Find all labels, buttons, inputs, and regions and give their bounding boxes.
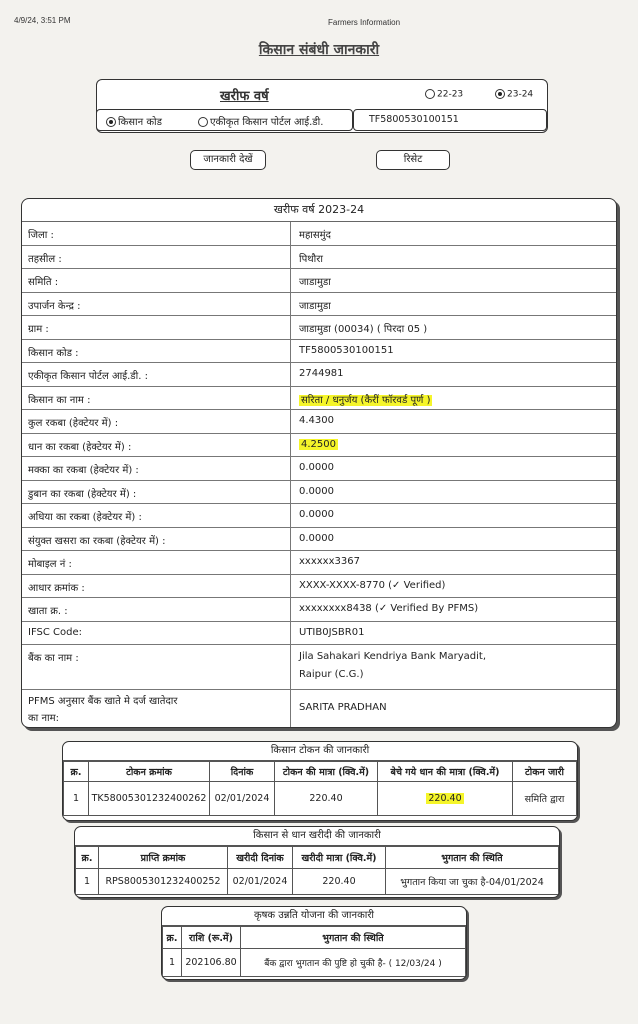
- cell: 220.40: [275, 782, 378, 816]
- detail-value: TF5800530100151: [299, 344, 394, 356]
- detail-label: खाता क्र. :: [28, 606, 68, 617]
- detail-label: ग्राम :: [28, 324, 49, 335]
- column-divider: [290, 316, 291, 339]
- cell: बैंक द्वारा भुगतान की पुष्टि हो चुकी है- ( 12/03/24 ): [241, 949, 466, 977]
- column-divider: [290, 598, 291, 621]
- radio-icon[interactable]: [425, 89, 435, 99]
- col-header: भुगतान की स्थिति: [386, 847, 559, 869]
- table-row: [64, 782, 577, 816]
- reset-button[interactable]: रिसेट: [376, 150, 450, 170]
- detail-value: SARITA PRADHAN: [299, 702, 387, 713]
- purchase-info-table: [74, 826, 560, 898]
- detail-label: संयुक्त खसरा का रकबा (हेक्टेयर में) :: [28, 535, 166, 547]
- detail-value: XXXX-XXXX-8770 (✓ Verified): [299, 579, 446, 591]
- detail-row: [22, 363, 616, 387]
- detail-label: मोबाइल नं :: [28, 559, 72, 570]
- detail-row: [22, 690, 616, 728]
- detail-label: उपार्जन केन्द्र :: [28, 300, 81, 312]
- detail-value: पिथौरा: [299, 253, 323, 265]
- cell: 02/01/2024: [210, 782, 275, 816]
- detail-row: [22, 645, 616, 690]
- column-divider: [290, 575, 291, 598]
- column-divider: [290, 690, 291, 728]
- token-info-title: किसान टोकन की जानकारी: [63, 742, 577, 761]
- detail-row: [22, 575, 616, 599]
- detail-value: 2744981: [299, 368, 344, 379]
- detail-value: xxxxxxxx8438 (✓ Verified By PFMS): [299, 603, 479, 614]
- col-header: क्र.: [163, 927, 182, 949]
- column-divider: [290, 481, 291, 504]
- detail-label: मक्का का रकबा (हेक्टेयर में) :: [28, 465, 139, 476]
- detail-value: UTIB0JSBR01: [299, 626, 365, 638]
- detail-value: जाडामुडा (00034) ( पिरदा 05 ): [299, 324, 428, 335]
- col-header: बेचे गये धान की मात्रा (क्वि.में): [378, 762, 513, 782]
- year-option-23-24[interactable]: 23-24: [495, 89, 533, 100]
- column-divider: [290, 551, 291, 574]
- cell: 1: [76, 869, 99, 895]
- detail-row: [22, 598, 616, 622]
- col-header: टोकन की मात्रा (क्वि.में): [275, 762, 378, 782]
- cell: 02/01/2024: [228, 869, 293, 895]
- detail-label: आधार क्रमांक :: [28, 582, 85, 594]
- detail-label: डुबान का रकबा (हेक्टेयर में) :: [28, 488, 137, 500]
- col-header: खरीदी दिनांक: [228, 847, 293, 869]
- detail-row: [22, 481, 616, 505]
- column-divider: [290, 410, 291, 433]
- scheme-info-table: [161, 906, 467, 980]
- column-divider: [290, 434, 291, 457]
- detail-row: [22, 622, 616, 646]
- season-label: खरीफ वर्ष: [220, 89, 269, 104]
- detail-row: [22, 269, 616, 293]
- detail-label: IFSC Code:: [28, 626, 83, 638]
- table-row: [76, 869, 559, 895]
- col-header: टोकन जारी: [513, 762, 577, 782]
- cell: 1: [64, 782, 89, 816]
- column-divider: [290, 340, 291, 363]
- cell: TK58005301232400262: [89, 782, 210, 816]
- col-header: क्र.: [64, 762, 89, 782]
- col-header: राशि (रू.में): [182, 927, 241, 949]
- page-title: किसान संबंधी जानकारी: [258, 42, 380, 58]
- detail-label: किसान का नाम :: [28, 394, 91, 406]
- detail-label: PFMS अनुसार बैंक खाते मे दर्ज खातेदार का नाम:: [28, 696, 178, 724]
- table-row: [163, 949, 466, 977]
- col-header: दिनांक: [210, 762, 275, 782]
- print-datetime: 4/9/24, 3:51 PM: [14, 16, 71, 25]
- cell: 1: [163, 949, 182, 977]
- view-info-button[interactable]: जानकारी देखें: [190, 150, 266, 170]
- id-option-farmer-code[interactable]: किसान कोड: [106, 114, 162, 128]
- detail-row: [22, 387, 616, 411]
- detail-row: [22, 504, 616, 528]
- detail-row: [22, 410, 616, 434]
- details-table: [21, 198, 617, 728]
- detail-label: अधिया का रकबा (हेक्टेयर में) :: [28, 512, 142, 523]
- detail-value: xxxxxx3367: [299, 556, 360, 567]
- cell: 220.40: [378, 782, 513, 816]
- col-header: प्राप्ति क्रमांक: [99, 847, 228, 869]
- detail-row: [22, 434, 616, 458]
- details-title: खरीफ वर्ष 2023-24: [22, 199, 616, 222]
- column-divider: [290, 363, 291, 386]
- detail-row: [22, 316, 616, 340]
- detail-value: 0.0000: [299, 485, 334, 497]
- column-divider: [290, 387, 291, 410]
- detail-row: [22, 246, 616, 270]
- detail-value: महासमुंद: [299, 230, 331, 241]
- column-divider: [290, 222, 291, 245]
- column-divider: [290, 622, 291, 645]
- id-value-text: TF5800530100151: [369, 114, 459, 125]
- column-divider: [290, 504, 291, 527]
- detail-label: जिला :: [28, 230, 54, 241]
- detail-row: [22, 528, 616, 552]
- column-divider: [290, 528, 291, 551]
- column-divider: [290, 269, 291, 292]
- detail-value: सरिता / धनुर्जय (कैरीं फॉरवर्ड पूर्ण ): [301, 394, 431, 406]
- id-type-row: [96, 109, 548, 131]
- scheme-info-title: कृषक उन्नति योजना की जानकारी: [162, 907, 466, 926]
- radio-selected-icon[interactable]: [495, 89, 505, 99]
- detail-label: एकीकृत किसान पोर्टल आई.डी. :: [28, 371, 148, 382]
- detail-value: 0.0000: [299, 532, 334, 544]
- col-header: क्र.: [76, 847, 99, 869]
- year-option-22-23[interactable]: 22-23: [425, 89, 463, 100]
- detail-value: Jila Sahakari Kendriya Bank Maryadit, Raipur (C.G.): [299, 651, 487, 680]
- detail-row: [22, 340, 616, 364]
- purchase-info-title: किसान से धान खरीदी की जानकारी: [75, 827, 559, 846]
- column-divider: [290, 645, 291, 689]
- column-divider: [290, 293, 291, 316]
- detail-row: [22, 222, 616, 246]
- detail-row: [22, 551, 616, 575]
- detail-row: [22, 293, 616, 317]
- detail-label: समिति :: [28, 277, 59, 288]
- token-info-table: [62, 741, 578, 821]
- radio-selected-icon[interactable]: [106, 117, 116, 127]
- print-doc-title: Farmers Information: [328, 18, 401, 27]
- id-option-portal-id[interactable]: एकीकृत किसान पोर्टल आई.डी.: [198, 114, 323, 128]
- cell: RPS8005301232400252: [99, 869, 228, 895]
- detail-row: [22, 457, 616, 481]
- detail-label: तहसील :: [28, 253, 62, 265]
- detail-value: 0.0000: [299, 462, 334, 473]
- col-header: खरीदी मात्रा (क्वि.में): [293, 847, 386, 869]
- detail-label: धान का रकबा (हेक्टेयर में) :: [28, 441, 132, 453]
- detail-value: 4.4300: [299, 415, 334, 426]
- column-divider: [290, 457, 291, 480]
- col-header: भुगतान की स्थिति: [241, 927, 466, 949]
- detail-value: जाडामुडा: [299, 300, 331, 312]
- cell: समिति द्वारा: [513, 782, 577, 816]
- cell: 202106.80: [182, 949, 241, 977]
- column-divider: [290, 246, 291, 269]
- detail-label: किसान कोड :: [28, 347, 79, 359]
- col-header: टोकन क्रमांक: [89, 762, 210, 782]
- radio-icon[interactable]: [198, 117, 208, 127]
- detail-label: कुल रकबा (हेक्टेयर में) :: [28, 418, 119, 429]
- detail-label: बैंक का नाम :: [28, 653, 79, 664]
- detail-value: 4.2500: [301, 438, 336, 450]
- detail-value: जाडामुडा: [299, 277, 331, 288]
- detail-value: 0.0000: [299, 509, 334, 520]
- cell: 220.40: [293, 869, 386, 895]
- cell: भुगतान किया जा चुका है-04/01/2024: [386, 869, 559, 895]
